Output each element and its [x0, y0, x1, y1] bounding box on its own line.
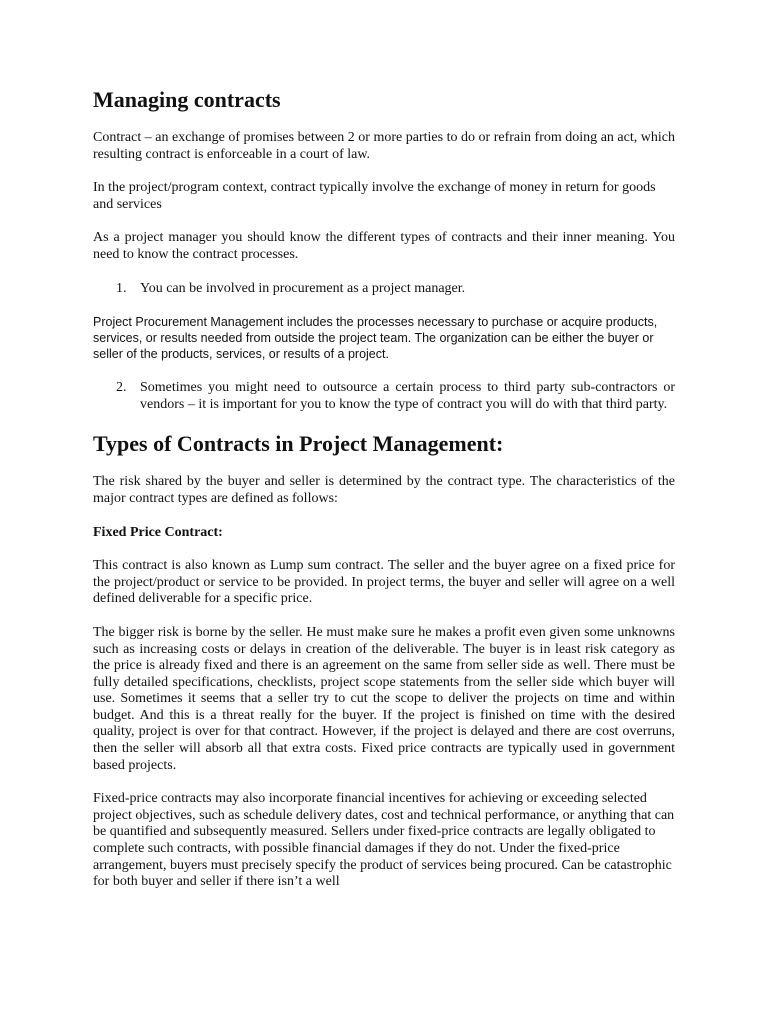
list-number: 1. — [116, 280, 127, 296]
paragraph-bigger-risk: The bigger risk is borne by the seller. He must make sure he makes a profit even given some unknowns such as increasing costs or delays in creation of the deliverable. The buyer is in least risk category as the price is already fixed and there is an agreement on the same from seller side as well. There must be fully detailed specifications, checklists, project scope statements from the seller side which buyer will use. Sometimes it seems that a seller try to cut the scope to deliver the projects on time and within budget. And this is a threat really for the buyer. If the project is finished on time with the desired quality, project is over for that contract. However, if the project is delayed and there are cost overruns, then the seller will absorb all that extra costs. Fixed price contracts are typically used in government based projects. — [93, 624, 675, 773]
document-page — [93, 86, 675, 908]
paragraph-project-manager: As a project manager you should know the different types of contracts and their inner meaning. You need to know the contract processes. — [93, 230, 675, 262]
list-item-procurement — [93, 281, 675, 298]
paragraph-project-context: In the project/program context, contract typically involve the exchange of money in return for goods and services — [93, 180, 656, 212]
page-title: Managing contracts — [93, 87, 281, 112]
list-item-outsource — [93, 380, 675, 413]
list-text: Sometimes you might need to outsource a certain process to third party sub-contractors or vendors – it is important for you to know the type of contract you will do with that third party. — [140, 380, 675, 412]
paragraph-contract-definition: Contract – an exchange of promises between 2 or more parties to do or refrain from doing an act, which resulting contract is enforceable in a court of law. — [93, 130, 675, 162]
paragraph-risk-shared: The risk shared by the buyer and seller is determined by the contract type. The characteristics of the major contract types are defined as follows: — [93, 474, 675, 506]
list-text: You can be involved in procurement as a project manager. — [140, 280, 466, 296]
paragraph-lump-sum: This contract is also known as Lump sum contract. The seller and the buyer agree on a fixed price for the project/product or service to be provided. In project terms, the buyer and seller will agree on a well defined deliverable for a specific price. — [93, 558, 675, 607]
section-title: Types of Contracts in Project Management: — [93, 431, 504, 457]
paragraph-fixed-price-incentives: Fixed-price contracts may also incorporate financial incentives for achieving or exceeding selected project objectives, such as schedule delivery dates, cost and technical performance, or anything that can be quantified and subsequently measured. Sellers under fixed-price contracts are legally obligated to complete such contracts, with possible financial damages if they do not. Under the fixed-price arrangement, buyers must precisely specify the product of services being procured. Can be catastrophic for both buyer and seller if there isn’t a well — [93, 791, 675, 890]
procurement-note: Project Procurement Management includes the processes necessary to purchase or acquire products, services, or results needed from outside the project team. The organization can be either the buyer or seller of the products, services, or results of a project. — [93, 315, 658, 362]
subheading-fixed-price: Fixed Price Contract: — [93, 524, 223, 540]
list-number: 2. — [116, 380, 127, 396]
